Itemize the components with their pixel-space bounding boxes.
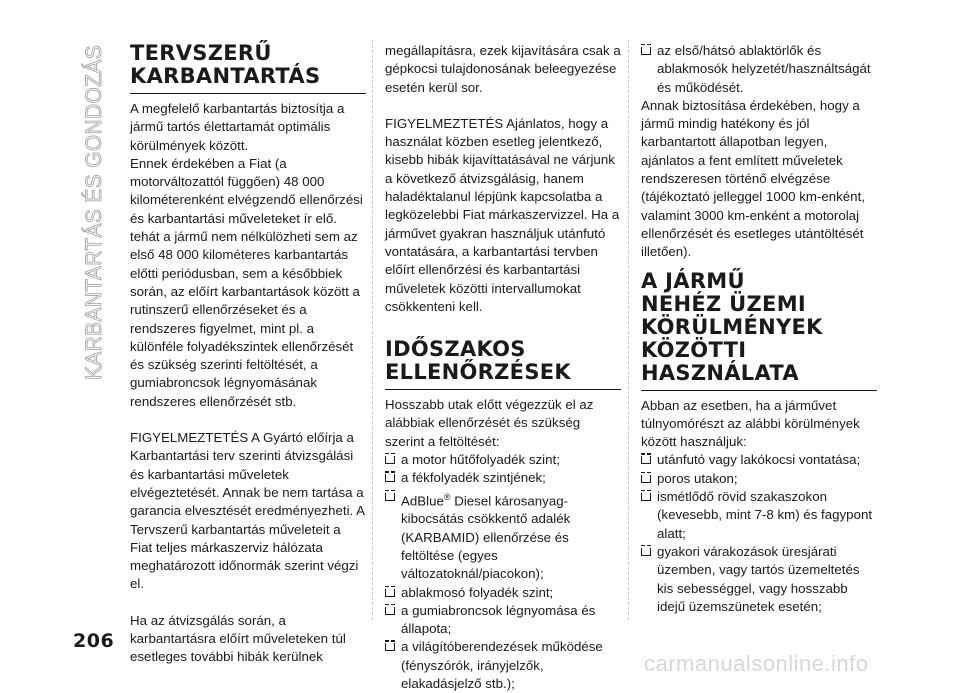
- column-2: [385, 42, 621, 693]
- paragraph: Ha az átvizsgálás során, a karbantartásra előírt műveleteken túl esetleges további hibák kerülnek: [130, 612, 346, 665]
- heading-line: NEHÉZ ÜZEMI: [641, 291, 807, 316]
- list-item-text: poros utakon;: [657, 470, 738, 486]
- paragraph: Annak biztosítása érdekében, hogy a jármű mindig hatékony és jól karbantartott állapotban legyen, ajánlatos a fent említett műveletek rendszeresen történő elvégzése (tájékoztató jelleggel 1000 km-enként, valamint 3000 km-enként a motorolaj ellenőrzését és esetleges utántöltését illetően).: [641, 97, 865, 260]
- section-side-title-text: KARBANTARTÁS ÉS GONDOZÁS: [81, 40, 106, 380]
- registered-mark: ®: [443, 491, 451, 502]
- warning-paragraph: FIGYELMEZTETÉS A Gyártó előírja a Karbantartási terv szerinti átvizsgálási és karbantartási műveletek elvégeztetését. Annak be nem tartása a garancia elvesztését eredményezheti. A Tervszerű karbantartás műveleteit a Fiat teljes márkaszerviz hálózata meghatározott időnormák szerint végzi el.: [130, 430, 365, 592]
- list-item-text: gyakori várakozások üresjárati üzemben, vagy tartós üzemeltetés kis sebességgel, vagy hosszabb idejű üzemszünetek esetén;: [657, 543, 860, 614]
- list-item-text: a világítóberendezések működése (fényszórók, irányjelzők, elakadásjelző stb.);: [401, 639, 603, 692]
- checkbox-bullet-icon: [641, 456, 651, 464]
- list-item: [385, 488, 621, 584]
- heading-line: ELLENŐRZÉSEK: [385, 360, 571, 385]
- list-item: [641, 543, 877, 616]
- list-item: [641, 451, 877, 469]
- list-item-text: a fékfolyadék szintjének;: [401, 470, 546, 486]
- list-item: [385, 602, 621, 639]
- checkbox-bullet-icon: [641, 493, 651, 501]
- checkbox-bullet-icon: [385, 493, 395, 501]
- checklist: [385, 451, 621, 693]
- checkbox-bullet-icon: [641, 548, 651, 556]
- adblue-label: AdBlue: [401, 493, 444, 509]
- heading-line: TERVSZERŰ: [130, 41, 272, 65]
- heading-line: A JÁRMŰ: [641, 268, 745, 293]
- column-3: [641, 42, 877, 616]
- heading-line: KARBANTARTÁS: [130, 64, 321, 88]
- paragraph: megállapításra, ezek kijavítására csak a gépkocsi tulajdonosának beleegyezése esetén kerül sor.: [385, 43, 621, 95]
- paragraph: Hosszabb utak előtt végezzük el az alábbiak ellenőrzését és szükség szerint a feltöltését:: [385, 397, 594, 449]
- checkbox-bullet-icon: [641, 475, 651, 483]
- checkbox-bullet-icon: [385, 456, 395, 464]
- list-item: [385, 451, 621, 469]
- checkbox-bullet-icon: [385, 643, 395, 651]
- list-item-text: az első/hátsó ablaktörlők és ablakmosók helyzetét/használtságát és működését.: [657, 43, 871, 95]
- heading-line: HASZNÁLATA: [641, 360, 799, 385]
- page-number: 206: [73, 630, 115, 652]
- section-side-title: [80, 40, 106, 380]
- list-item: [385, 584, 621, 602]
- checkbox-bullet-icon: [641, 47, 651, 55]
- list-item: [641, 488, 877, 543]
- checkbox-bullet-icon: [385, 474, 395, 482]
- list-item: [641, 42, 877, 97]
- checkbox-bullet-icon: [385, 607, 395, 615]
- list-item-text: ablakmosó folyadék szint;: [401, 584, 554, 600]
- list-item: [385, 638, 621, 693]
- column-1: [130, 42, 366, 667]
- heading-line: KÖRÜLMÉNYEK: [641, 314, 823, 339]
- heading-tervszeru-karbantartas: [130, 42, 366, 94]
- heading-idoszakos-ellenorzesek: [385, 338, 621, 390]
- adblue-description: Diesel károsanyag-kibocsátás csökkentő adalék (KARBAMID) ellenőrzése és feltöltése (egyes változatoknál/piacokon);: [401, 493, 571, 582]
- heading-nehez-uzemi-korulmenyek: [641, 270, 877, 391]
- paragraph: A megfelelő karbantartás biztosítja a jármű tartós élettartamát optimális körülmények között.: [130, 101, 345, 153]
- list-item-text: ismétlődő rövid szakaszokon (kevesebb, mint 7-8 km) és fagypont alatt;: [657, 489, 873, 541]
- paragraph: Ennek érdekében a Fiat (a motorváltozattól függően) 48 000 kilométerenként elvégzendő ellenőrzési és karbantartási műveleteket ír elő. tehát a jármű nem nélkülözheti sem az első 48 000 kilométeres karbantartás előtti periódusban, sem a későbbiek során, az előírt karbantartások között a rutinszerű ellenőrzéseket és a rendszeres figyelmet, mint pl. a különféle folyadékszintek ellenőrzését és szükség szerinti feltöltését, a gumiabroncsok légnyomásának rendszeres ellenőrzését stb.: [130, 155, 363, 409]
- watermark: carmanualsonline.info: [644, 651, 869, 676]
- list-item: [641, 470, 877, 488]
- column-divider: [372, 40, 373, 620]
- heading-line: KÖZÖTTI: [641, 337, 747, 362]
- heading-line: IDŐSZAKOS: [385, 337, 526, 362]
- checkbox-bullet-icon: [385, 589, 395, 597]
- checklist: [641, 451, 877, 616]
- warning-paragraph: FIGYELMEZTETÉS Ajánlatos, hogy a használat közben esetleg jelentkező, kisebb hibák kijavíttatásával ne várjunk a következő átvizsgálásig, hanem haladéktalanul lépjünk kapcsolatba a legközelebbi Fiat márkaszervizzel. Ha a járművet gyakran használjuk utánfutó vontatására, a karbantartási tervben előírt ellenőrzési és karbantartási műveletek közötti intervallumokat csökkenteni kell.: [385, 115, 620, 314]
- list-item: [385, 469, 621, 487]
- list-item-text: [401, 488, 621, 584]
- list-item-text: a motor hűtőfolyadék szint;: [401, 452, 560, 468]
- list-item-text: a gumiabroncsok légnyomása és állapota;: [401, 602, 596, 637]
- column-divider: [628, 40, 629, 620]
- paragraph: Abban az esetben, ha a járművet túlnyomórészt az alábbi körülmények között használjuk:: [641, 397, 860, 450]
- list-item-text: utánfutó vagy lakókocsi vontatása;: [657, 452, 861, 468]
